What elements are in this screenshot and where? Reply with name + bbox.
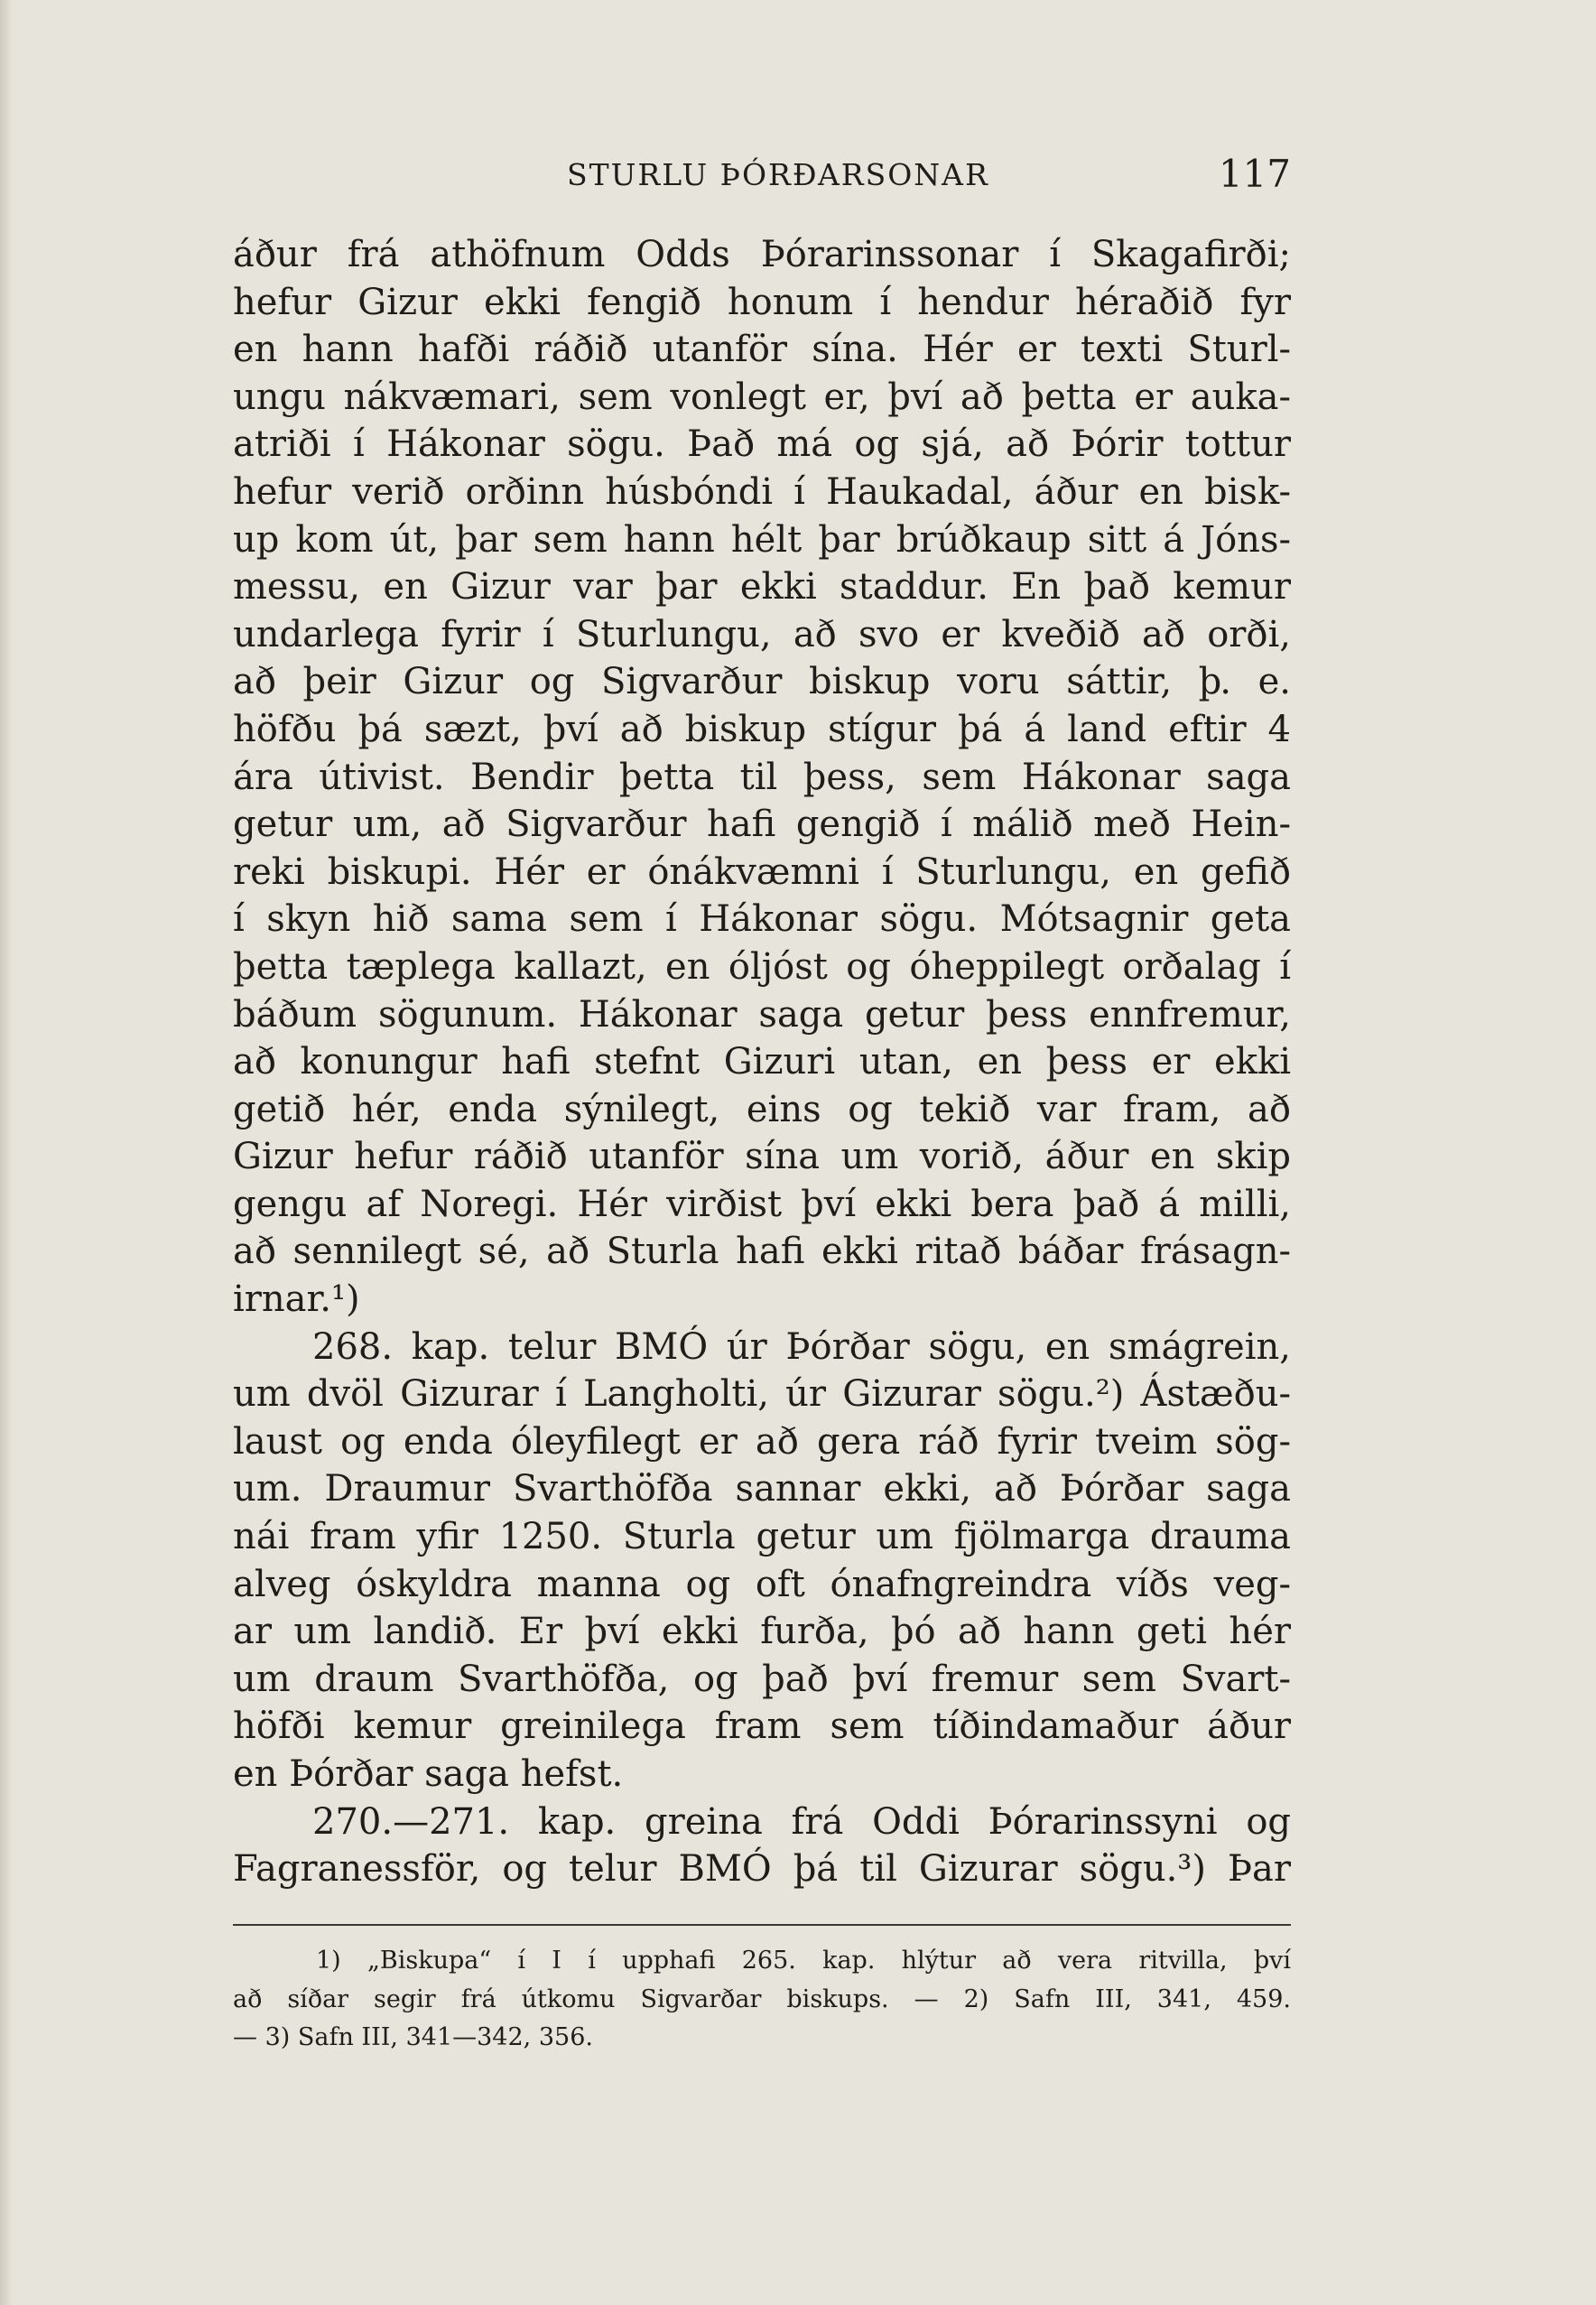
text-line: hefur verið orðinn húsbóndi í Haukadal, áður en bisk- bbox=[233, 470, 1291, 513]
text-line: getur um, að Sigvarður hafi gengið í málið með Hein- bbox=[233, 804, 1291, 846]
page-header bbox=[233, 152, 1291, 202]
text-line: um. Draumur Svarthöfða sannar ekki, að Þórðar saga bbox=[233, 1468, 1291, 1510]
footnote-line: 1) „Biskupa“ í I í upphafi 265. kap. hlýtur að vera ritvilla, því bbox=[316, 1947, 1291, 1975]
footnotes bbox=[233, 1942, 1291, 2058]
text-line: en hann hafði ráðið utanför sína. Hér er texti Sturl- bbox=[233, 329, 1291, 371]
text-line: báðum sögunum. Hákonar saga getur þess ennfremur, bbox=[233, 993, 1291, 1036]
text-line: up kom út, þar sem hann hélt þar brúðkaup sitt á Jóns- bbox=[233, 518, 1291, 561]
text-line: nái fram yfir 1250. Sturla getur um fjölmarga drauma bbox=[233, 1516, 1291, 1558]
footnote-line: — 3) Safn III, 341—342, 356. bbox=[233, 2023, 593, 2051]
text-line: Fagranessför, og telur BMÓ þá til Gizurar sögu.³) Þar bbox=[233, 1848, 1291, 1891]
text-line: en Þórðar saga hefst. bbox=[233, 1753, 624, 1795]
text-line: þetta tæplega kallazt, en óljóst og óheppilegt orðalag í bbox=[233, 945, 1291, 988]
text-line: atriði í Hákonar sögu. Það má og sjá, að Þórir tottur bbox=[233, 423, 1291, 466]
text-line: um draum Svarthöfða, og það því fremur sem Svart- bbox=[233, 1658, 1291, 1700]
text-line: höfðu þá sæzt, því að biskup stígur þá á land eftir 4 bbox=[233, 708, 1291, 750]
text-line: í skyn hið sama sem í Hákonar sögu. Mótsagnir geta bbox=[233, 898, 1291, 941]
text-line: um dvöl Gizurar í Langholti, úr Gizurar sögu.²) Ástæðu- bbox=[233, 1373, 1291, 1416]
text-line: getið hér, enda sýnilegt, eins og tekið var fram, að bbox=[233, 1088, 1291, 1130]
text-line: irnar.¹) bbox=[233, 1278, 360, 1321]
paragraph-start-line: 270.—271. kap. greina frá Oddi Þórarinssyni og bbox=[312, 1800, 1291, 1843]
text-line: alveg óskyldra manna og oft ónafngreindra víðs veg- bbox=[233, 1563, 1291, 1605]
footnote-line: að síðar segir frá útkomu Sigvarðar biskups. — 2) Safn III, 341, 459. bbox=[233, 1984, 1291, 2013]
body-text bbox=[233, 231, 1291, 1893]
text-line: messu, en Gizur var þar ekki staddur. En það kemur bbox=[233, 566, 1291, 609]
paragraph-start-line: 268. kap. telur BMÓ úr Þórðar sögu, en smágrein, bbox=[312, 1325, 1291, 1368]
text-line: ára útivist. Bendir þetta til þess, sem Hákonar saga bbox=[233, 756, 1291, 798]
text-line: ar um landið. Er því ekki furða, þó að hann geti hér bbox=[233, 1611, 1291, 1653]
text-line: að konungur hafi stefnt Gizuri utan, en þess er ekki bbox=[233, 1041, 1291, 1083]
text-line: hefur Gizur ekki fengið honum í hendur héraðið fyr bbox=[233, 281, 1291, 323]
text-line: að þeir Gizur og Sigvarður biskup voru sáttir, þ. e. bbox=[233, 661, 1291, 703]
text-line: ungu nákvæmari, sem vonlegt er, því að þetta er auka- bbox=[233, 376, 1291, 418]
text-line: að sennilegt sé, að Sturla hafi ekki ritað báðar frásagn- bbox=[233, 1231, 1291, 1273]
text-line: Gizur hefur ráðið utanför sína um vorið, áður en skip bbox=[233, 1136, 1291, 1178]
running-head: STURLU ÞÓRÐARSONAR bbox=[567, 157, 989, 192]
text-line: höfði kemur greinilega fram sem tíðindamaður áður bbox=[233, 1706, 1291, 1748]
page-number: 117 bbox=[1218, 152, 1291, 196]
text-line: áður frá athöfnum Odds Þórarinssonar í Skagafirði; bbox=[233, 234, 1291, 275]
text-line: gengu af Noregi. Hér virðist því ekki bera það á milli, bbox=[233, 1183, 1291, 1225]
text-line: reki biskupi. Hér er ónákvæmni í Sturlungu, en gefið bbox=[233, 850, 1291, 893]
page-edge-shadow bbox=[0, 0, 13, 2305]
text-line: laust og enda óleyfilegt er að gera ráð fyrir tveim sög- bbox=[233, 1420, 1291, 1463]
text-line: undarlega fyrir í Sturlungu, að svo er kveðið að orði, bbox=[233, 613, 1291, 655]
footnote-divider bbox=[233, 1924, 1291, 1926]
